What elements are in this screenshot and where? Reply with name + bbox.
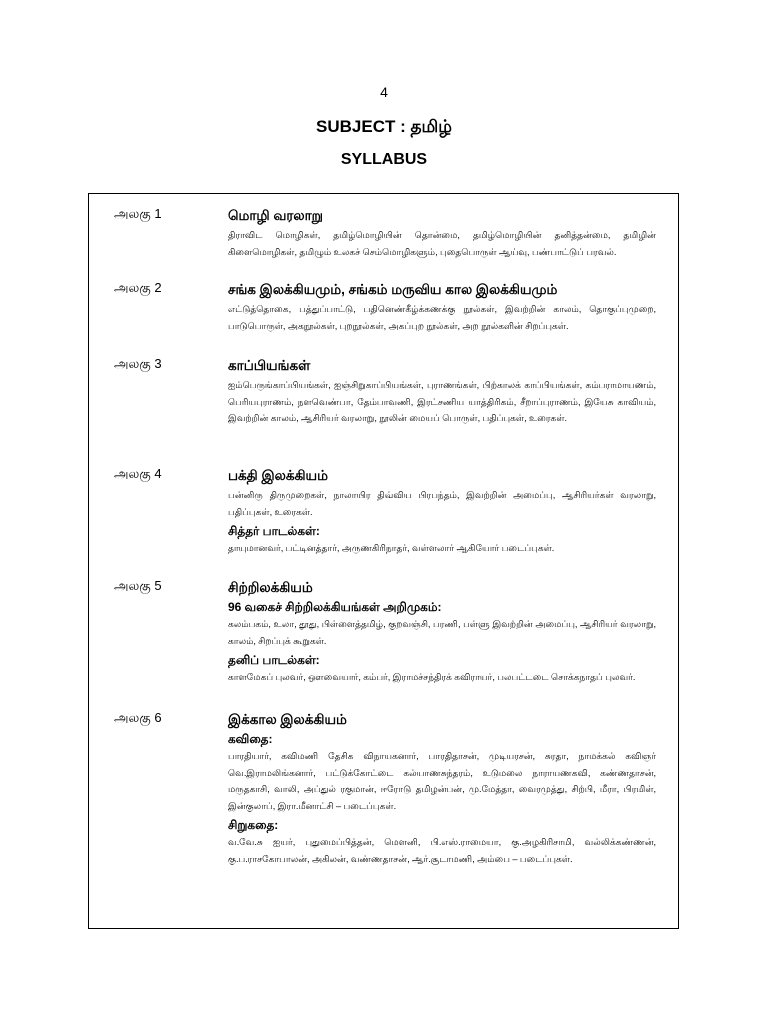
unit-title: இக்கால இலக்கியம்	[228, 712, 347, 727]
unit-text: பன்னிரு திருமுறைகள், நாலாயிர திவ்விய பிரபந்தம், இவற்றின் அமைப்பு, ஆசிரியர்கள் வரலாறு, பதிப்புகள், உரைகள்.	[228, 490, 656, 517]
syllabus-title: SYLLABUS	[340, 151, 428, 168]
unit-subheading: கவிதை:	[228, 732, 273, 746]
unit-label: அலகு 6	[114, 710, 162, 725]
unit-text: எட்டுத்தொகை, பத்துப்பாட்டு, பதினெண்கீழ்க்கணக்கு நூல்கள், இவற்றின் காலம், தொகுப்புமுறை, பாடுபொருள், அகநூல்கள், புறநூல்கள், அகப்புற நூல்கள், அற நூல்களின் சிறப்புகள்.	[228, 304, 656, 331]
unit-subtext: தாயுமானவர், பட்டினத்தார், அருணகிரிநாதர், வள்ளலார் ஆகியோர் படைப்புகள்.	[228, 543, 555, 554]
unit-text: ஐம்பெருங்காப்பியங்கள், ஐஞ்சிறுகாப்பியங்கள், புராணங்கள், பிற்காலக் காப்பியங்கள், கம்பராமாயணம், பெரியபுராணம், நளவெண்பா, தேம்பாவணி, இரட்சணிய யாத்திரிகம், சீறாப்புராணம், இயேசு காவியம், இவற்றின் காலம், ஆசிரியர் வரலாறு, நூலின் மையப் பொருள், பதிப்புகள், உரைகள்.	[228, 380, 656, 424]
unit-label: அலகு 3	[114, 356, 162, 371]
unit-title: காப்பியங்கள்	[228, 358, 311, 373]
page-number: 4	[380, 84, 388, 100]
unit-label: அலகு 5	[114, 578, 162, 593]
unit-subtext: வ.வே.சு ஐயர், புதுமைப்பித்தன், மௌனி, பி.எஸ்.ராமையா, கு.அழகிரிசாமி, வல்லிக்கண்ணன், கு.ப.ராசகோபாலன், அகிலன், வண்ணதாசன், ஆர்.சூடாமணி, அம்பை – படைப்புகள்.	[228, 837, 656, 864]
unit-label: அலகு 1	[114, 206, 162, 221]
unit-title: சிற்றிலக்கியம்	[228, 580, 313, 595]
unit-title: பக்தி இலக்கியம்	[228, 468, 328, 483]
unit-text: கலம்பகம், உலா, தூது, பிள்ளைத்தமிழ், குறவஞ்சி, பரணி, பள்ளு இவற்றின் அமைப்பு, ஆசிரியர் வரலாறு, காலம், சிறப்புக் கூறுகள்.	[228, 619, 656, 646]
unit-label: அலகு 2	[114, 280, 162, 295]
subject-title: SUBJECT : தமிழ்	[316, 117, 452, 136]
unit-text: திராவிட மொழிகள், தமிழ்மொழியின் தொன்மை, தமிழ்மொழியின் தனித்தன்மை, தமிழின் கிளைமொழிகள், தமிழும் உலகச் செம்மொழிகளும், புதைபொருள் ஆய்வு, பண்பாட்டுப் பரவல்.	[228, 230, 656, 257]
unit-subtext: காளமேகப் புலவர், ஔவையார், கம்பர், இராமச்சந்திரக் கவிராயர், பலபட்டடை சொக்கநாதப் புலவர்.	[228, 672, 636, 683]
unit-label: அலகு 4	[114, 466, 162, 481]
unit-subheading: 96 வகைச் சிற்றிலக்கியங்கள் அறிமுகம்:	[228, 600, 442, 614]
unit-subheading: சித்தர் பாடல்கள்:	[228, 524, 320, 539]
syllabus-frame	[88, 193, 679, 929]
unit-subheading: சிறுகதை:	[228, 818, 279, 833]
unit-title: சங்க இலக்கியமும், சங்கம் மருவிய கால இலக்கியமும்	[228, 282, 558, 297]
unit-text: பாரதியார், கவிமணி தேசிக விநாயகனார், பாரதிதாசன், முடியரசன், சுரதா, நாமக்கல் கவிஞர் வெ.இராமலிங்கனார், பட்டுக்கோட்டை கல்யாணசுந்தரம், உடுமலை நாராயணகவி, கண்ணதாசன், மருதகாசி, வாலி, அப்துல் ரகுமான், ஈரோடு தமிழன்பன், மு.மேத்தா, வைரமுத்து, சிற்பி, மீரா, பிரமிள், இன்குலாப், இரா.மீனாட்சி – படைப்புகள்.	[228, 751, 656, 811]
unit-subheading: தனிப் பாடல்கள்:	[228, 653, 320, 668]
unit-title: மொழி வரலாறு	[228, 208, 323, 223]
